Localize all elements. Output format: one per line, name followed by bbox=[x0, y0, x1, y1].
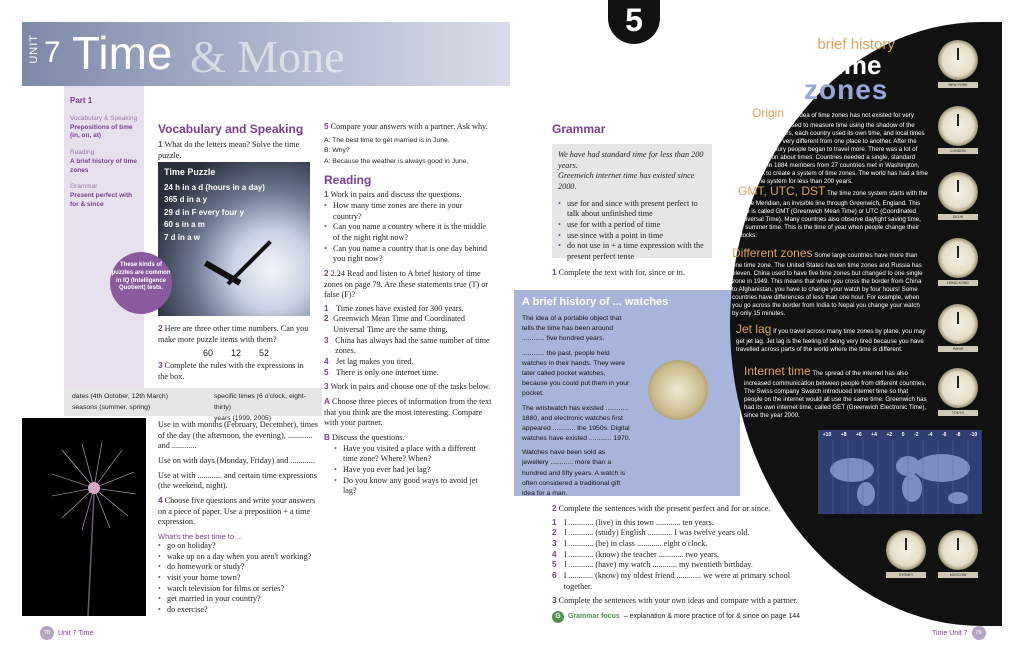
puzzle-line: 60 s in a m bbox=[164, 220, 205, 230]
list-item: • visit your home town? bbox=[158, 573, 320, 584]
history-title-of: of bbox=[804, 52, 817, 69]
puzzle-line: 7 d in a w bbox=[164, 232, 201, 242]
list-item: 3 I ............ (be) in class ............ eight o'clock. bbox=[552, 538, 708, 548]
section-jet-lag: Jet lag If you travel across many time zones by plane, you may get jet lag. Jet lag is the feeling of being very tired because you have travelled across parts of the world where the time is different. bbox=[736, 322, 926, 353]
clock-label: MOSCOW bbox=[938, 572, 978, 578]
section-origin: Origin The idea of time zones has not existed for very long. People used to measure time using the shadow of the sun. For years, each country used its own time, and local times used to be very different from one place to another. After the 19th century people began to travel more. There was a lot of confusion about times. Countries needed a single, standard time. In 1884 members from 27 countries met in Washington, USA to create a system of time zones. The world has had a time zone system for less than 200 years. bbox=[752, 106, 928, 186]
clock-icon bbox=[938, 40, 978, 80]
dialog: A: The best time to get married is in June. B: Why? A: Because the weather is always good in June. bbox=[324, 136, 469, 165]
clock-icon bbox=[938, 530, 978, 570]
sidebar-item: Reading A brief history of time zones bbox=[70, 149, 137, 174]
watches-history-box: A brief history of ... watches The idea of a portable object that tells the time has been around ............ five hundred years. ............ the past, people held watches in their hands. They were later called pocket watches, because you could put them in your pocket. The wristwatch has existed ............ 1880, and electronic watches first appeared ............ the 1950s. Digital watches have existed ............ 1970. Watches have been sold as jewellery ............ more than a hundred and fifty years. A watch is often considered a traditional gift idea for a man. bbox=[514, 290, 740, 496]
list-item: • go on holiday? bbox=[158, 541, 320, 552]
clock-icon bbox=[938, 368, 978, 408]
sidebar-part-label: Part 1 bbox=[70, 96, 93, 105]
list-item: • Can you name a country that is one day behind you right now? bbox=[324, 244, 492, 265]
reading-q1-list bbox=[324, 201, 492, 265]
task-b: B Discuss the questions. bbox=[324, 433, 405, 443]
list-item: • do homework or study? bbox=[158, 562, 320, 573]
clock-label: HONG KONG bbox=[938, 280, 978, 286]
vocab-column-bottom bbox=[158, 420, 320, 616]
list-item: • Have you ever had jet lag? bbox=[334, 465, 492, 476]
banner-title-faded: & Mone bbox=[190, 31, 345, 82]
list-item: 6 I ............ (know) my oldest friend ............ we were at primary school together. bbox=[552, 570, 790, 591]
vocab-column-top bbox=[158, 122, 314, 161]
grammar-focus-link[interactable]: G Grammar focus – explanation & more practice of for & since on page 144 bbox=[552, 611, 812, 623]
clock-label: TOKYO bbox=[938, 410, 978, 416]
history-title-zones: zones bbox=[804, 74, 889, 105]
section-different-zones: Different zones Some large countries have more than one time zone. The United States has ten time zones and Russia has eleven. China used to have five time zones but changed to one single zone in 1949. This means that when you cross the border from China to Afghanistan, you have to change your watch by four hours! Some countries have differences of less than one hour. For example, when you go across the border from India to Nepal you change your watch by only 15 minutes. bbox=[732, 246, 923, 317]
grammar-q2: 2 Complete the sentences with the present perfect and for or since. bbox=[552, 504, 771, 513]
vocab-q5: 5 Compare your answers with a partner. Ask why. bbox=[324, 122, 488, 131]
grammar-q1: 1 Complete the text with for, since or in. bbox=[552, 268, 685, 277]
list-item: • get married in your country? bbox=[158, 594, 320, 605]
list-item: 2 Greenwich Mean Time and Coordinated Universal Time are the same thing. bbox=[324, 314, 465, 335]
world-map-icon bbox=[818, 430, 982, 514]
list-item: • use for and since with present perfect to talk about unfinished time bbox=[558, 199, 706, 220]
list-item: • wake up on a day when you aren't working? bbox=[158, 552, 320, 563]
clock-label: SYDNEY bbox=[886, 572, 926, 578]
clock-label: LONDON bbox=[938, 148, 978, 154]
list-item: • use since with a point in time bbox=[558, 231, 706, 242]
vocab-column-mid bbox=[158, 324, 314, 383]
list-item: • Do you know any good ways to avoid jet lag? bbox=[334, 476, 492, 497]
best-time-list bbox=[158, 541, 320, 616]
unit-number-badge: 5 bbox=[608, 0, 660, 44]
task-b-list bbox=[334, 444, 492, 497]
puzzle-line: 365 d in a y bbox=[164, 195, 208, 205]
section-internet-time: Internet time The spread of the internet has also increased communication between people from different countries. The Swiss company Swatch introduced internet time so that people on the internet would all use the same time. Greenwich has had its own internet time, called GET (Greenwich Electronic Time), since the year 2000. bbox=[744, 364, 927, 419]
time-puzzle: Time Puzzle 24 h in a d (hours in a day) 365 d in a y 29 d in F every four y 60 s in a m 7 d in a w bbox=[158, 162, 278, 248]
right-footer: Time Unit 7 79 bbox=[932, 626, 986, 640]
rule-at: Use at with ............ and certain time expressions (the weekend, night). bbox=[158, 470, 317, 491]
grammar-focus-icon: G bbox=[552, 611, 564, 623]
history-title-line1: A brief history bbox=[804, 36, 895, 53]
iq-puzzle-bubble: These kinds of puzzles are common in IQ (Intelligence Quotient) tests. bbox=[110, 252, 172, 314]
list-item: • Can you name a country where it is the middle of the night right now? bbox=[324, 222, 492, 243]
list-item: 5 There is only one internet time. bbox=[324, 367, 439, 377]
list-item: • do exercise? bbox=[158, 605, 320, 616]
vocab-q4: 4 Choose five questions and write your answers on a piece of paper. Use a preposition + a time expression. bbox=[158, 495, 316, 527]
world-time-zone-map: +10 +8 +6 +4 +2 0 -2 -4 -6 -8 -10 bbox=[818, 430, 982, 514]
list-item: 4 Jet lag makes you tired. bbox=[324, 357, 414, 367]
unit-contents-sidebar bbox=[64, 86, 144, 390]
list-item: 3 China has always had the same number of time zones. bbox=[324, 335, 490, 356]
time-numbers: 60 12 52 bbox=[202, 348, 270, 359]
list-item: 2 I ............ (study) English ............ I was twelve years old. bbox=[552, 528, 750, 538]
sidebar-item: Vocabulary & Speaking Prepositions of time (in, on, at) bbox=[70, 114, 138, 140]
expressions-box: dates (4th October, 12th March) seasons (summer, spring) specific times (6 o'clock, eight-thirty) years (1999, 2005) bbox=[64, 388, 322, 416]
reading-q1: 1 Work in pairs and discuss the questions. bbox=[324, 190, 462, 200]
clock-icon bbox=[938, 172, 978, 212]
puzzle-line: 29 d in F every four y bbox=[164, 207, 245, 217]
list-item: • How many time zones are there in your country? bbox=[324, 201, 492, 222]
puzzle-line: 24 h in a d (hours in a day) bbox=[164, 182, 265, 192]
section-gmt: GMT, UTC, DST The time zone system starts with the Prime Meridian, an invisible line through Greenwich, England. This time is called GMT (Greenwich Mean Time) or UTC (Coordinated Universal Time). Many countries also observe daylight saving time, or summer time. This is the time of year when people change their clocks. bbox=[738, 184, 928, 239]
unit-banner bbox=[22, 22, 510, 86]
pocket-watch-icon bbox=[648, 360, 708, 420]
clock-icon bbox=[938, 304, 978, 344]
clock-icon bbox=[938, 238, 978, 278]
vocab-q1: 1 What do the letters mean? Solve the time puzzle. bbox=[158, 140, 300, 160]
best-time-prompt: What's the best time to ... bbox=[158, 531, 243, 541]
banner-title: Time bbox=[72, 27, 173, 79]
reading-column bbox=[324, 122, 492, 497]
true-false-list bbox=[324, 304, 492, 379]
reading-q2: 2 2.24 Read and listen to A brief history of time zones on page 79. Are these statements true (T) or false (F)? bbox=[324, 268, 489, 300]
vocab-q2: 2 Here are three other time numbers. Can you make more puzzle items with them? bbox=[158, 324, 309, 344]
list-item: • Have you visited a place with a different time zone? Where? When? bbox=[334, 444, 492, 465]
banner-unit-number: 7 bbox=[44, 36, 61, 69]
grammar-rules-box: We have had standard time for less than 200 years. Greenwich internet time has existed since 2000. • use for and since with present perfect to talk about unfinished time • use for with a period of time • use since with a point in time • do not use in + a time expression with the present perfect tense bbox=[552, 144, 712, 258]
clock-icon bbox=[938, 106, 978, 146]
list-item: 1 I ............ (live) in this town ............ ten years. bbox=[552, 517, 714, 527]
vocab-q3: 3 Complete the rules with the expressions in the box. bbox=[158, 361, 304, 381]
grammar-exercises bbox=[552, 504, 812, 623]
banner-unit-label: UNIT bbox=[28, 34, 40, 64]
grammar-q3: 3 Complete the sentences with your own ideas and compare with a partner. bbox=[552, 596, 798, 606]
list-item: • use for with a period of time bbox=[558, 220, 706, 231]
rule-in: Use in with months (February, December), times of the day (the afternoon, the evening), ............ and ............ bbox=[158, 420, 318, 451]
sentence-list bbox=[552, 518, 812, 593]
reading-heading: Reading bbox=[324, 173, 372, 188]
list-item: • do not use in + a time expression with the present perfect tense bbox=[558, 241, 706, 262]
rule-on: Use on with days (Monday, Friday) and ............ bbox=[158, 455, 315, 465]
clock-label: NEW YORK bbox=[938, 82, 978, 88]
list-item: • watch television for films or series? bbox=[158, 584, 320, 595]
vocab-heading: Vocabulary and Speaking bbox=[158, 122, 304, 136]
task-a: A Choose three pieces of information from the text that you think are the most interesting. Compare with your partner. bbox=[324, 397, 492, 428]
dandelion-icon bbox=[22, 418, 146, 616]
page-number: 78 bbox=[40, 626, 54, 640]
clock-icon bbox=[886, 530, 926, 570]
list-item: 1 Time zones have existed for 300 years. bbox=[324, 303, 464, 313]
clock-label: PARIS bbox=[938, 346, 978, 352]
page-number: 79 bbox=[972, 626, 986, 640]
clock-label: DELHI bbox=[938, 214, 978, 220]
list-item: 5 I ............ (have) my watch ............ my twentieth birthday. bbox=[552, 560, 753, 570]
sidebar-item: Grammar Present perfect with for & since bbox=[70, 183, 133, 208]
list-item: 4 I ............ (know) the teacher ............ two years. bbox=[552, 549, 720, 559]
left-footer: 78 Unit 7 Time bbox=[40, 626, 93, 640]
reading-q3: 3 Work in pairs and choose one of the tasks below. bbox=[324, 382, 491, 392]
dandelion-photo bbox=[22, 418, 146, 616]
grammar-heading: Grammar bbox=[552, 122, 606, 136]
history-title-time: time bbox=[828, 50, 882, 80]
